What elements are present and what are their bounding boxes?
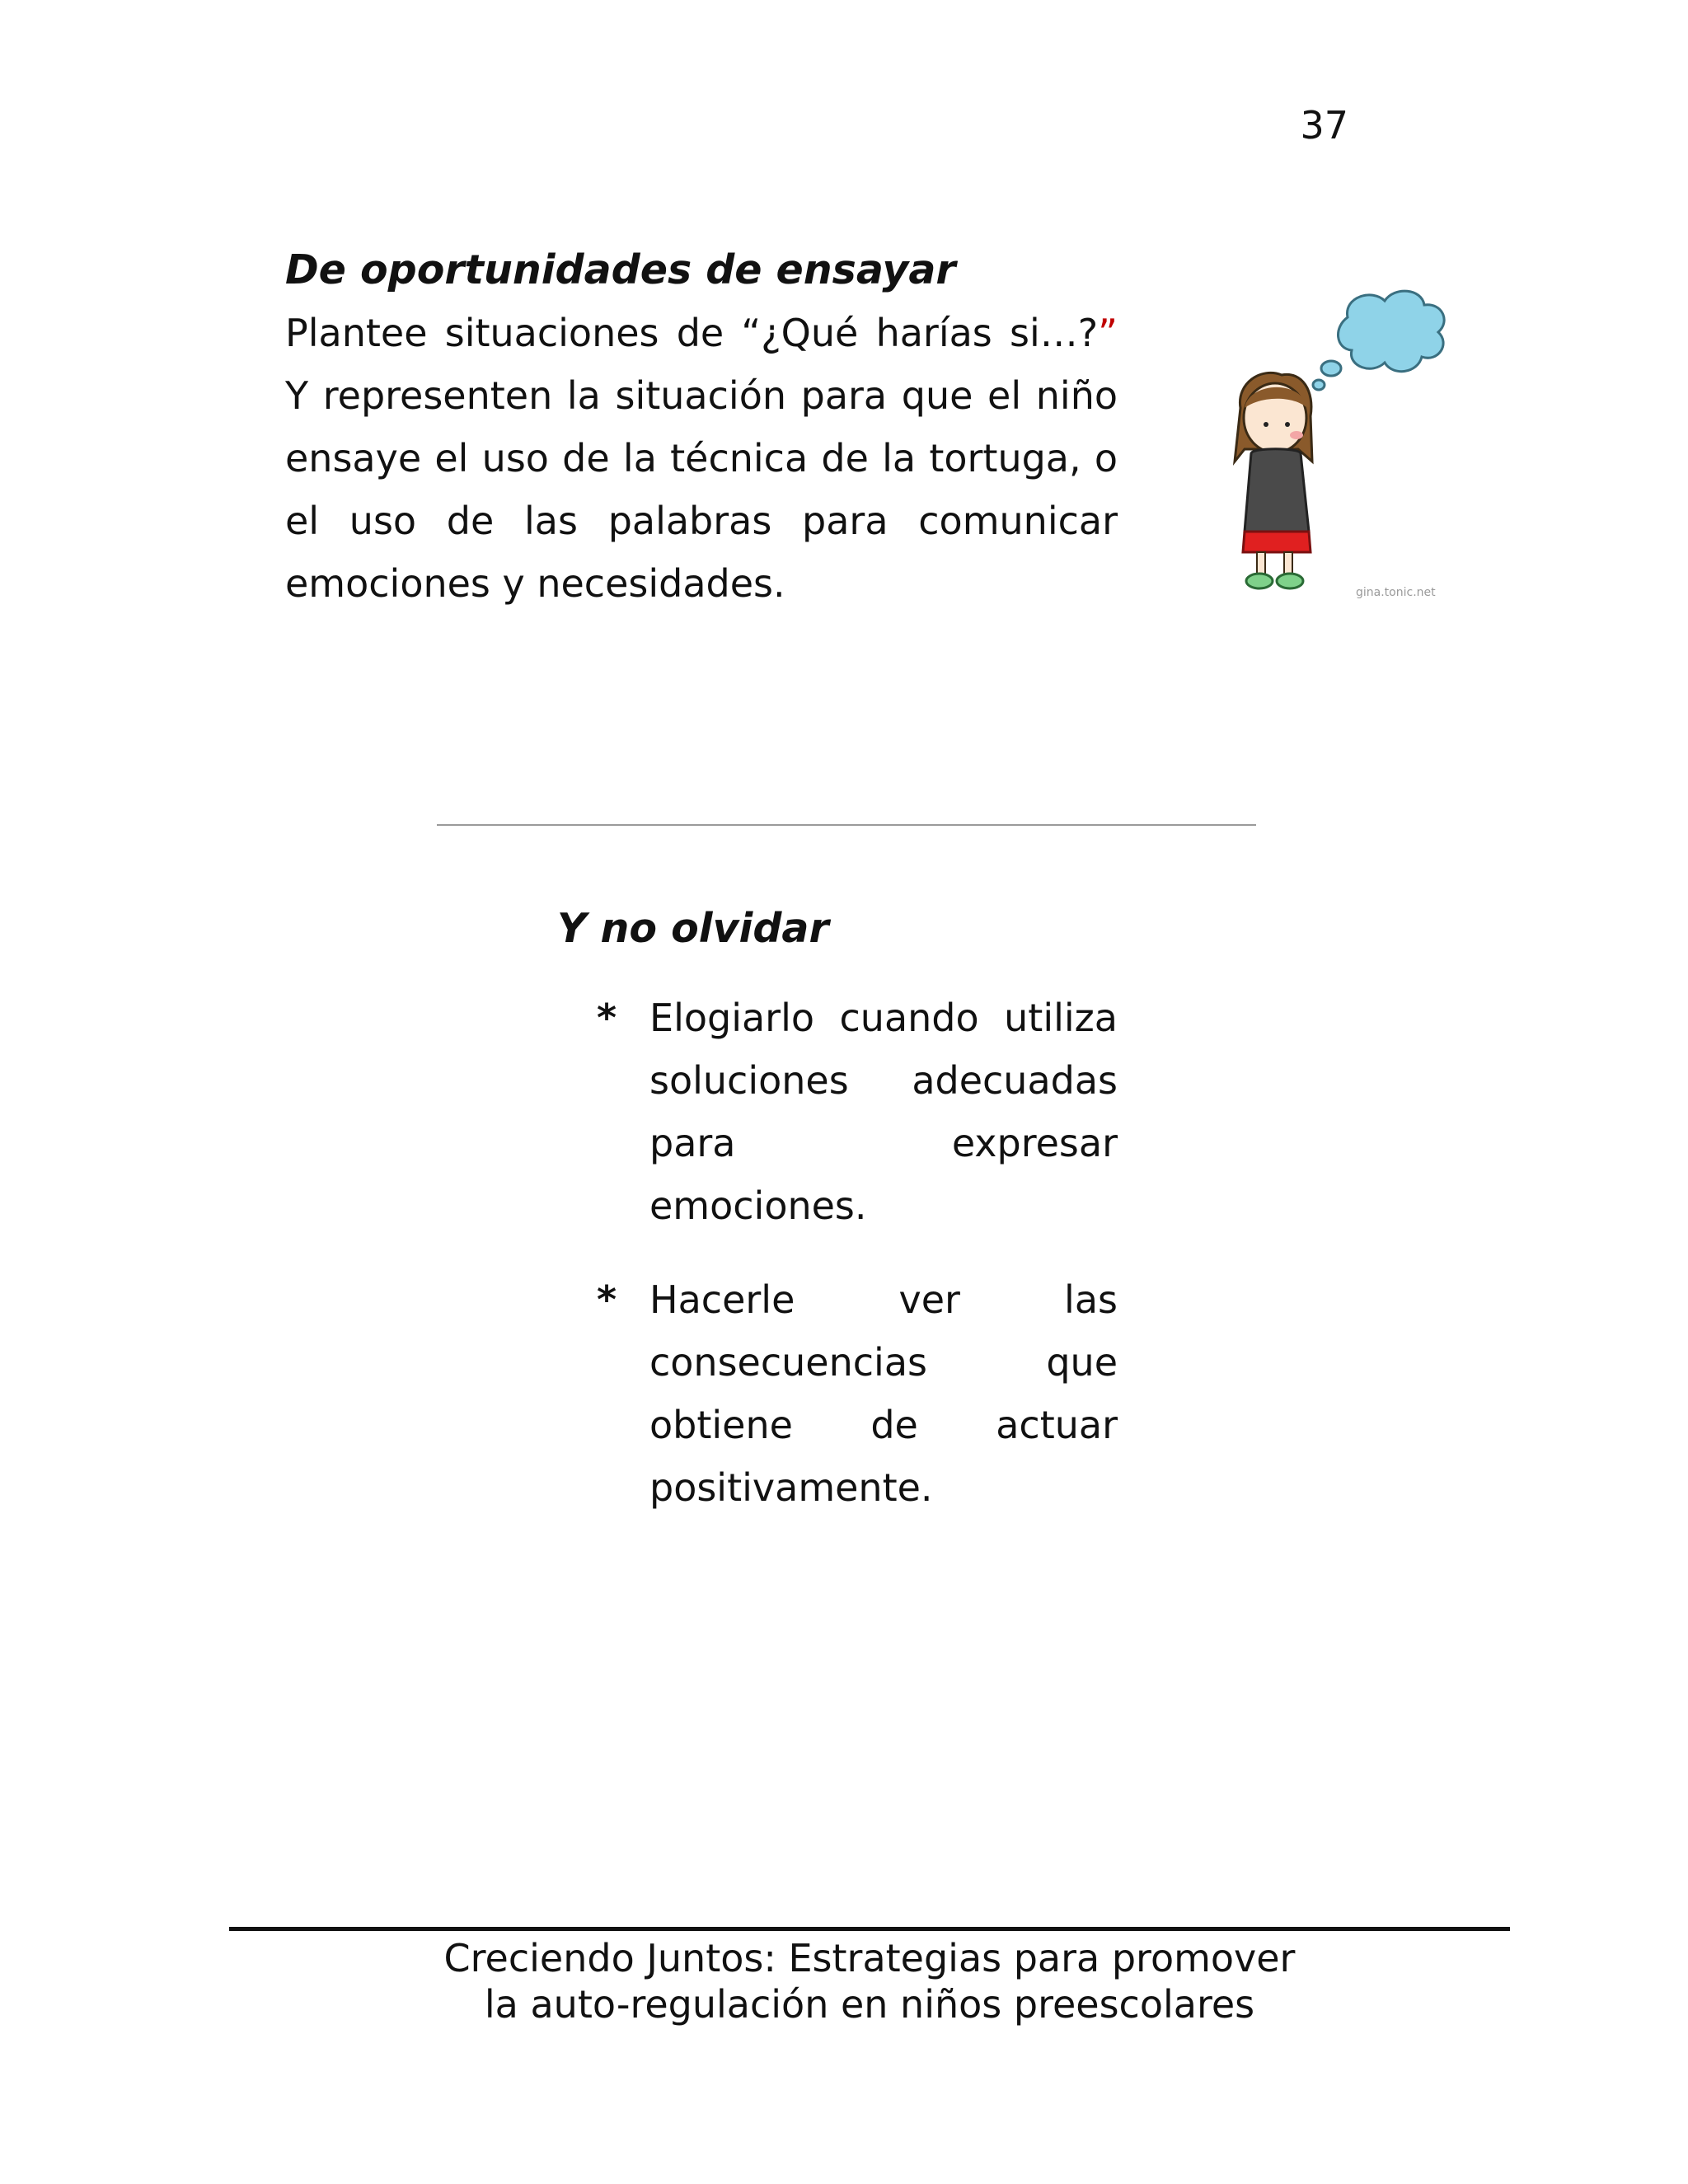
list-item bbox=[557, 1268, 1118, 1519]
paragraph-text-start: Plantee situaciones de “¿Qué harías si…? bbox=[285, 311, 1099, 355]
footer-line-2: la auto-regulación en niños preescolares bbox=[484, 1982, 1255, 2027]
bullet-text: Hacerle ver las consecuencias que obtiene de actuar positivamente. bbox=[649, 1277, 1118, 1510]
girl-thinking-illustration bbox=[1212, 284, 1475, 606]
paragraph-text-end: Y representen la situación para que el niño ensaye el uso de la técnica de la tortuga, o el uso de las palabras para comunicar emociones y necesidades. bbox=[285, 373, 1118, 606]
section-paragraph bbox=[285, 302, 1118, 615]
girl-figure bbox=[1235, 373, 1312, 588]
footer-rule bbox=[229, 1927, 1510, 1931]
page-number: 37 bbox=[1300, 103, 1348, 148]
watermark-text: gina.tonic.net bbox=[1356, 586, 1436, 599]
section-divider bbox=[437, 824, 1256, 826]
section-rehearsal bbox=[285, 244, 1118, 615]
footer bbox=[229, 1935, 1510, 2027]
footer-line-1: Creciendo Juntos: Estrategias para promover bbox=[443, 1936, 1296, 1980]
section-heading: De oportunidades de ensayar bbox=[285, 246, 956, 293]
list-item bbox=[557, 987, 1118, 1237]
section-heading: Y no olvidar bbox=[557, 905, 829, 952]
section-reminders bbox=[557, 902, 1118, 1550]
asterisk-icon: * bbox=[597, 996, 617, 1040]
paragraph-accent-quote: ” bbox=[1098, 311, 1118, 355]
asterisk-icon: * bbox=[597, 1277, 617, 1322]
thought-cloud-icon bbox=[1313, 291, 1444, 390]
bullet-list bbox=[557, 987, 1118, 1519]
bullet-text: Elogiarlo cuando utiliza soluciones adecuadas para expresar emociones. bbox=[649, 996, 1118, 1228]
